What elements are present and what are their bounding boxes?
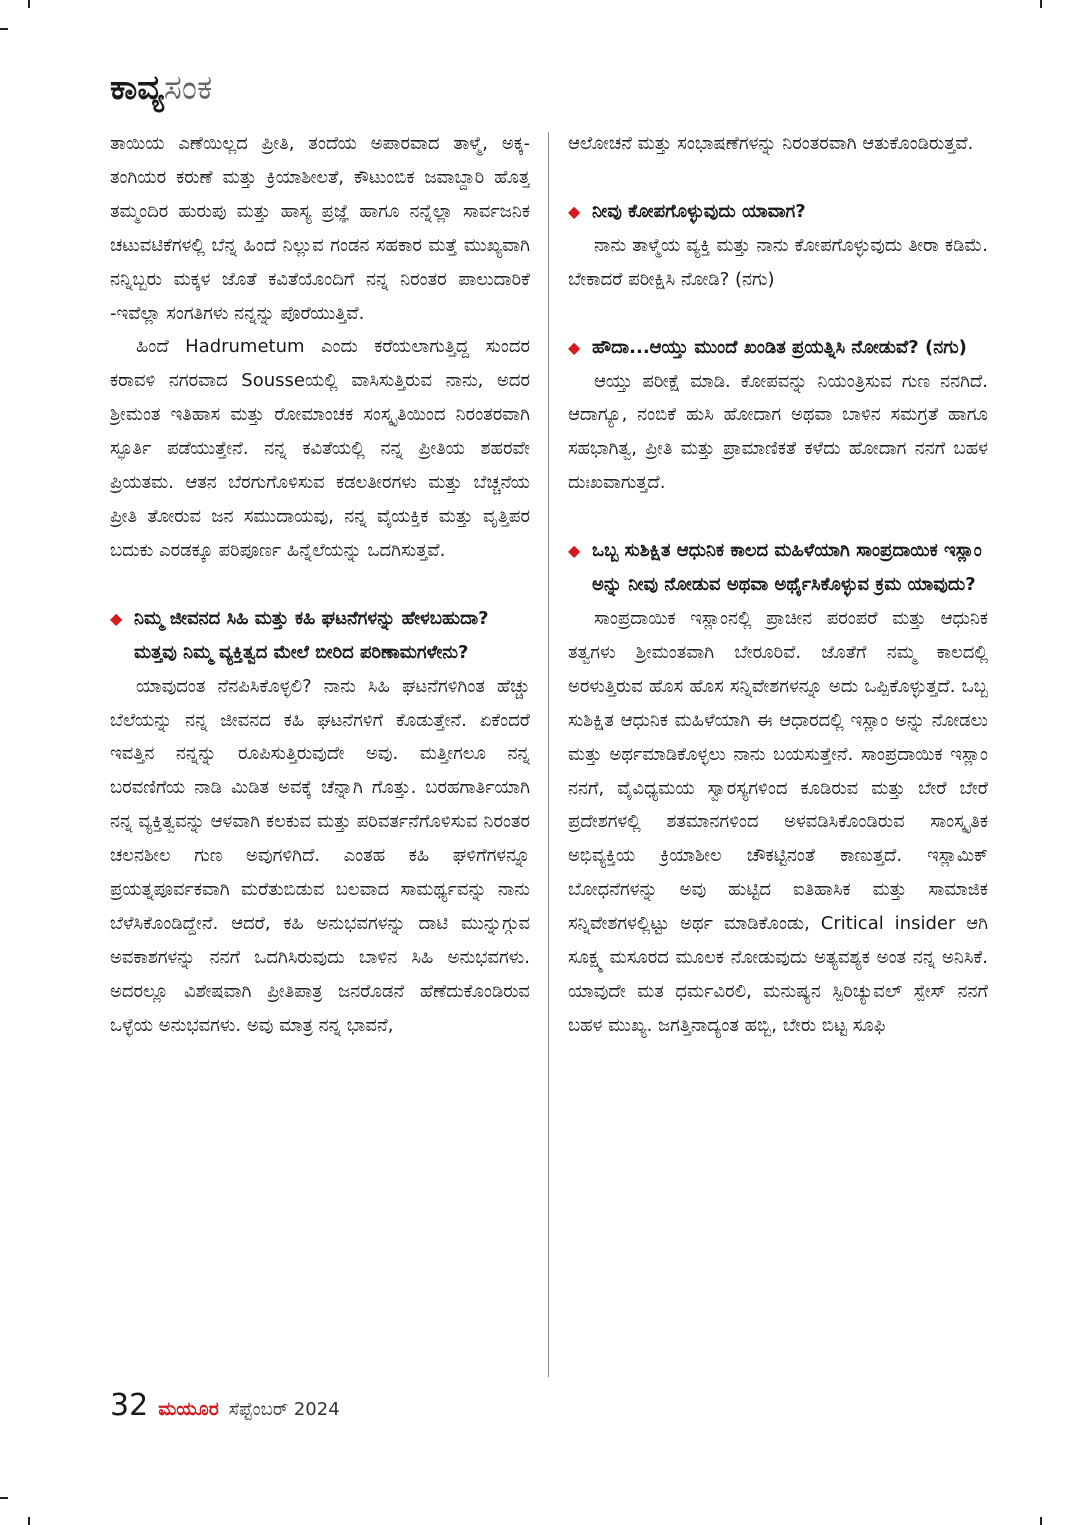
spacer bbox=[110, 568, 530, 602]
left-column bbox=[110, 127, 530, 1382]
section-title-sub: ಸಂಕ bbox=[163, 68, 213, 108]
section-header bbox=[110, 62, 212, 114]
crop-mark-bottom-left bbox=[28, 1517, 30, 1525]
crop-mark-bottom-right bbox=[1040, 1517, 1042, 1525]
crop-mark-top-left bbox=[28, 0, 30, 8]
paragraph-continued: ಆಲೋಚನೆ ಮತ್ತು ಸಂಭಾಷಣೆಗಳನ್ನು ನಿರಂತರವಾಗಿ ಆತುಕೊಂಡಿರುತ್ತವೆ. bbox=[568, 133, 974, 154]
magazine-logo: ಮಯೂರ bbox=[158, 1398, 219, 1420]
question-text: ನೀವು ಕೋಪಗೊಳ್ಳುವುದು ಯಾವಾಗ? bbox=[592, 200, 806, 222]
red-diamond-icon: ◆ bbox=[568, 541, 581, 561]
answer-anger: ನಾನು ತಾಳ್ಮೆಯ ವ್ಯಕ್ತಿ ಮತ್ತು ನಾನು ಕೋಪಗೊಳ್ಳುವುದು ತೀರಾ ಕಡಿಮೆ. ಬೇಕಾದರೆ ಪರೀಕ್ಷಿಸಿ ನೋಡಿ? (ನಗು) bbox=[568, 234, 988, 290]
red-diamond-icon: ◆ bbox=[110, 608, 123, 628]
paragraph-family: ತಾಯಿಯ ಎಣೆಯಿಲ್ಲದ ಪ್ರೀತಿ, ತಂದೆಯ ಅಪಾರವಾದ ತಾಳ್ಮೆ, ಅಕ್ಕ-ತಂಗಿಯರ ಕರುಣೆ ಮತ್ತು ಕ್ರಿಯಾಶೀಲತೆ, ಕೌಟುಂಬಿಕ ಜವಾಬ್ದಾರಿ ಹೊತ್ತ ತಮ್ಮಂದಿರ ಹುರುಪು ಮತ್ತು ಹಾಸ್ಯ ಪ್ರಜ್ಞೆ ಹಾಗೂ ನನ್ನೆಲ್ಲಾ ಸಾರ್ವಜನಿಕ ಚಟುವಟಿಕೆಗಳಲ್ಲಿ ಬೆನ್ನ ಹಿಂದೆ ನಿಲ್ಲುವ ಗಂಡನ ಸಹಕಾರ ಮತ್ತೆ ಮುಖ್ಯವಾಗಿ ನನ್ನಿಬ್ಬರು ಮಕ್ಕಳ ಜೊತೆ ಕವಿತೆಯೊಂದಿಗೆ ನನ್ನ ನಿರಂತರ ಪಾಲುದಾರಿಕೆ -ಇವೆಲ್ಲಾ ಸಂಗತಿಗಳು ನನ್ನನ್ನು ಪೊರೆಯುತ್ತಿವೆ. bbox=[110, 133, 530, 324]
question-text: ಹೌದಾ...ಆಯ್ತು ಮುಂದೆ ಖಂಡಿತ ಪ್ರಯತ್ನಿಸಿ ನೋಡುವೆ? (ನಗು) bbox=[592, 336, 967, 358]
question-anger bbox=[568, 195, 988, 229]
spacer bbox=[568, 297, 988, 331]
answer-sweet-bitter: ಯಾವುದಂತ ನೆನಪಿಸಿಕೊಳ್ಳಲಿ? ನಾನು ಸಿಹಿ ಘಟನೆಗಳಿಗಿಂತ ಹೆಚ್ಚು ಬೆಲೆಯನ್ನು ನನ್ನ ಜೀವನದ ಕಹಿ ಘಟನೆಗಳಿಗೆ ಕೊಡುತ್ತೇನೆ. ಏಕೆಂದರೆ ಇವತ್ತಿನ ನನ್ನನ್ನು ರೂಪಿಸುತ್ತಿರುವುದೇ ಅವು. ಮತ್ತೀಗಲೂ ನನ್ನ ಬರವಣಿಗೆಯ ನಾಡಿ ಮಿಡಿತ ಅವಕ್ಕೆ ಚೆನ್ನಾಗಿ ಗೊತ್ತು. ಬರಹಗಾರ್ತಿಯಾಗಿ ನನ್ನ ವ್ಯಕ್ತಿತ್ವವನ್ನು ಆಳವಾಗಿ ಕಲಕುವ ಮತ್ತು ಪರಿವರ್ತನೆಗೊಳಿಸುವ ನಿರಂತರ ಚಲನಶೀಲ ಗುಣ ಅವುಗಳಿಗಿದೆ. ಎಂತಹ ಕಹಿ ಘಳಿಗೆಗಳನ್ನೂ ಪ್ರಯತ್ನಪೂರ್ವಕವಾಗಿ ಮರೆತುಬಿಡುವ ಬಲವಾದ ಸಾಮರ್ಥ್ಯವನ್ನು ನಾನು ಬೆಳೆಸಿಕೊಂಡಿದ್ದೇನೆ. ಆದರೆ, ಕಹಿ ಅನುಭವಗಳನ್ನು ದಾಟಿ ಮುನ್ನುಗ್ಗುವ ಅವಕಾಶಗಳನ್ನು ನನಗೆ ಒದಗಿಸಿರುವುದು ಬಾಳಿನ ಸಿಹಿ ಅನುಭವಗಳು. ಅದರಲ್ಲೂ ವಿಶೇಷವಾಗಿ ಪ್ರೀತಿಪಾತ್ರ ಜನರೊಡನೆ ಹೆಣೆದುಕೊಂಡಿರುವ ಒಳ್ಳೆಯ ಅನುಭವಗಳು. ಅವು ಮಾತ್ರ ನನ್ನ ಭಾವನೆ, bbox=[110, 675, 530, 1036]
question-text: ಒಬ್ಬ ಸುಶಿಕ್ಷಿತ ಆಧುನಿಕ ಕಾಲದ ಮಹಿಳೆಯಾಗಿ ಸಾಂಪ್ರದಾಯಿಕ ಇಸ್ಲಾಂ ಅನ್ನು ನೀವು ನೋಡುವ ಅಥವಾ ಅರ್ಥೈಸಿಕೊಳ್ಳುವ ಕ್ರಮ ಯಾವುದು? bbox=[592, 540, 982, 596]
paragraph-sousse: ಹಿಂದೆ Hadrumetum ಎಂದು ಕರೆಯಲಾಗುತ್ತಿದ್ದ ಸುಂದರ ಕರಾವಳಿ ನಗರವಾದ Sousseಯಲ್ಲಿ ವಾಸಿಸುತ್ತಿರುವ ನಾನು, ಅದರ ಶ್ರೀಮಂತ ಇತಿಹಾಸ ಮತ್ತು ರೋಮಾಂಚಕ ಸಂಸ್ಕೃತಿಯಿಂದ ನಿರಂತರವಾಗಿ ಸ್ಫೂರ್ತಿ ಪಡೆಯುತ್ತೇನೆ. ನನ್ನ ಕವಿತೆಯಲ್ಲಿ ನನ್ನ ಪ್ರೀತಿಯ ಶಹರವೇ ಪ್ರಿಯತಮ. ಆತನ ಬೆರಗುಗೊಳಿಸುವ ಕಡಲತೀರಗಳು ಮತ್ತು ಬೆಚ್ಚನೆಯ ಪ್ರೀತಿ ತೋರುವ ಜನ ಸಮುದಾಯವು, ನನ್ನ ವೈಯಕ್ತಿಕ ಮತ್ತು ವೃತ್ತಿಪರ ಬದುಕು ಎರಡಕ್ಕೂ ಪರಿಪೂರ್ಣ ಹಿನ್ನೆಲೆಯನ್ನು ಒದಗಿಸುತ್ತವೆ. bbox=[110, 336, 530, 561]
question-text: ನಿಮ್ಮ ಜೀವನದ ಸಿಹಿ ಮತ್ತು ಕಹಿ ಘಟನೆಗಳನ್ನು ಹೇಳಬಹುದಾ? ಮತ್ತವು ನಿಮ್ಮ ವ್ಯಕ್ತಿತ್ವದ ಮೇಲೆ ಬೀರಿದ ಪರಿಣಾಮಗಳೇನು? bbox=[134, 607, 489, 663]
question-try bbox=[568, 331, 988, 365]
answer-try: ಆಯ್ತು ಪರೀಕ್ಷೆ ಮಾಡಿ. ಕೋಪವನ್ನು ನಿಯಂತ್ರಿಸುವ ಗುಣ ನನಗಿದೆ. ಆದಾಗ್ಯೂ, ನಂಬಿಕೆ ಹುಸಿ ಹೋದಾಗ ಅಥವಾ ಬಾಳಿನ ಸಮಗ್ರತೆ ಹಾಗೂ ಸಹಭಾಗಿತ್ವ, ಪ್ರೀತಿ ಮತ್ತು ಪ್ರಾಮಾಣಿಕತೆ ಕಳೆದು ಹೋದಾಗ ನನಗೆ ಬಹಳ ದುಃಖವಾಗುತ್ತದೆ. bbox=[568, 370, 988, 494]
crop-mark-left-upper bbox=[0, 28, 8, 30]
red-diamond-icon: ◆ bbox=[568, 337, 581, 357]
crop-mark-top-right bbox=[1040, 0, 1042, 8]
crop-mark-left-lower bbox=[0, 1497, 8, 1499]
column-divider bbox=[548, 132, 549, 1377]
issue-date: ಸೆಪ್ಟೆಂಬರ್ 2024 bbox=[228, 1399, 340, 1420]
question-sweet-bitter bbox=[110, 602, 530, 670]
red-diamond-icon: ◆ bbox=[568, 201, 581, 221]
spacer bbox=[568, 500, 988, 534]
right-column bbox=[568, 127, 988, 1382]
answer-islam: ಸಾಂಪ್ರದಾಯಿಕ ಇಸ್ಲಾಂನಲ್ಲಿ ಪ್ರಾಚೀನ ಪರಂಪರೆ ಮತ್ತು ಆಧುನಿಕ ತತ್ವಗಳು ಶ್ರೀಮಂತವಾಗಿ ಬೇರೂರಿವೆ. ಜೊತೆಗೆ ನಮ್ಮ ಕಾಲದಲ್ಲಿ ಅರಳುತ್ತಿರುವ ಹೊಸ ಹೊಸ ಸನ್ನಿವೇಶಗಳನ್ನೂ ಅದು ಒಪ್ಪಿಕೊಳ್ಳುತ್ತದೆ. ಒಬ್ಬ ಸುಶಿಕ್ಷಿತ ಆಧುನಿಕ ಮಹಿಳೆಯಾಗಿ ಈ ಆಧಾರದಲ್ಲಿ ಇಸ್ಲಾಂ ಅನ್ನು ನೋಡಲು ಮತ್ತು ಅರ್ಥಮಾಡಿಕೊಳ್ಳಲು ನಾನು ಬಯಸುತ್ತೇನೆ. ಸಾಂಪ್ರದಾಯಿಕ ಇಸ್ಲಾಂ ನನಗೆ, ವೈವಿಧ್ಯಮಯ ಸ್ವಾರಸ್ಯಗಳಿಂದ ಕೂಡಿರುವ ಮತ್ತು ಬೇರೆ ಬೇರೆ ಪ್ರದೇಶಗಳಲ್ಲಿ ಶತಮಾನಗಳಿಂದ ಅಳವಡಿಸಿಕೊಂಡಿರುವ ಸಾಂಸ್ಕೃತಿಕ ಅಭಿವ್ಯಕ್ತಿಯ ಕ್ರಿಯಾಶೀಲ ಚೌಕಟ್ಟಿನಂತೆ ಕಾಣುತ್ತದೆ. ಇಸ್ಲಾಮಿಕ್ ಬೋಧನೆಗಳನ್ನು ಅವು ಹುಟ್ಟಿದ ಐತಿಹಾಸಿಕ ಮತ್ತು ಸಾಮಾಜಿಕ ಸನ್ನಿವೇಶಗಳಲ್ಲಿಟ್ಟು ಅರ್ಥ ಮಾಡಿಕೊಂಡು, Critical insider ಆಗಿ ಸೂಕ್ಷ್ಮ ಮಸೂರದ ಮೂಲಕ ನೋಡುವುದು ಅತ್ಯವಶ್ಯಕ ಅಂತ ನನ್ನ ಅನಿಸಿಕೆ. ಯಾವುದೇ ಮತ ಧರ್ಮವಿರಲಿ, ಮನುಷ್ಯನ ಸ್ಪಿರಿಚ್ಯುವಲ್ ಸ್ಪೇಸ್ ನನಗೆ ಬಹಳ ಮುಖ್ಯ. ಜಗತ್ತಿನಾದ್ಯಂತ ಹಬ್ಬಿ, ಬೇರು ಬಿಟ್ಟ ಸೂಫಿ bbox=[568, 607, 988, 1036]
spacer bbox=[568, 161, 988, 195]
page-number: 32 bbox=[110, 1388, 149, 1423]
section-title-main: ಕಾವ್ಯ bbox=[110, 68, 164, 108]
page-footer bbox=[110, 1388, 340, 1428]
question-islam bbox=[568, 534, 988, 602]
